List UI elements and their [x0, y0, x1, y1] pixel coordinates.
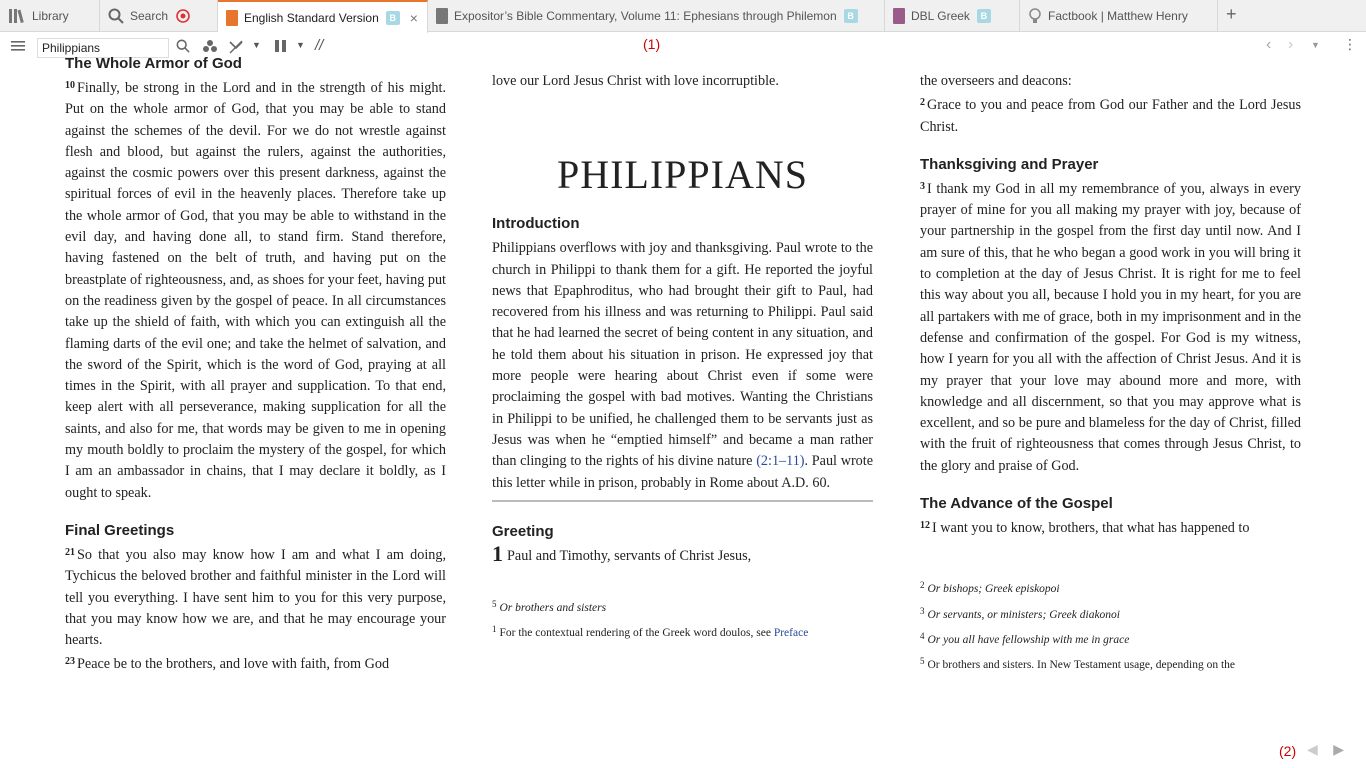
tab-esv[interactable]: English Standard Version B ×: [218, 0, 428, 33]
scripture-paragraph: $^{12}$ I want you to know, brothers, that what has happened to: [920, 520, 1250, 537]
footnote: $^3$ Or servants, or ministers; Greek diakonoi: [920, 605, 1120, 621]
verse-number[interactable]: 10: [65, 80, 75, 91]
tab-commentary[interactable]: Expositor’s Bible Commentary, Volume 11: Ephesians through Philemon B: [428, 0, 885, 32]
commentary-book-icon: [436, 8, 448, 24]
verse-number[interactable]: 21: [65, 546, 75, 558]
library-icon: [8, 8, 26, 24]
add-tab-button[interactable]: +: [1226, 4, 1237, 24]
search-icon: [108, 8, 124, 24]
back-icon[interactable]: ‹: [1266, 36, 1272, 53]
scripture-paragraph: $^{23}$ Peace be to the brothers, and love with faith, from God: [65, 656, 390, 673]
more-options-icon[interactable]: ⋮: [1343, 36, 1357, 52]
tab-bar: [0, 0, 1366, 32]
section-heading: Final Greetings: [65, 521, 175, 539]
section-heading: Greeting: [492, 522, 554, 540]
chevron-down-icon[interactable]: ▼: [1311, 40, 1320, 50]
tab-badge: B: [844, 9, 858, 23]
scripture-paragraph: love our Lord Jesus Christ with love incorruptible.: [492, 73, 779, 89]
text-column-3: [920, 64, 1301, 708]
chapter-number[interactable]: 1: [492, 540, 503, 566]
section-heading: Introduction: [492, 215, 580, 233]
bible-book-icon: [226, 10, 238, 26]
previous-page-icon[interactable]: ◀: [1307, 743, 1318, 758]
parallel-icon[interactable]: //: [315, 37, 324, 54]
record-icon: [176, 9, 190, 23]
lexicon-book-icon: [893, 8, 905, 24]
verse-number[interactable]: 12: [920, 520, 930, 532]
footnote: $^1$ For the contextual rendering of the Greek word doulos, see Preface: [492, 624, 809, 640]
lightbulb-icon: [1028, 8, 1042, 24]
footnote: $^5$ Or brothers and sisters. In New Testament usage, depending on the: [920, 656, 1235, 672]
text-column-1: [65, 55, 446, 708]
next-page-icon[interactable]: ▶: [1333, 743, 1345, 758]
book-title: PHILIPPIANS: [556, 152, 809, 198]
forward-icon[interactable]: ›: [1288, 36, 1294, 53]
page-navigation: [1307, 742, 1344, 759]
tab-dbl-greek[interactable]: DBL Greek B: [885, 0, 1020, 32]
tab-badge: B: [386, 11, 400, 25]
verse-number[interactable]: 23: [65, 656, 75, 668]
divider: [492, 500, 873, 502]
menu-icon[interactable]: [11, 39, 25, 56]
section-heading: Thanksgiving and Prayer: [920, 155, 1099, 173]
scripture-reference-link[interactable]: (2:1–11): [756, 453, 805, 470]
chevron-down-icon[interactable]: ▼: [296, 40, 305, 50]
introduction-paragraph: Philippians overflows with joy and thanksgiving. Paul wrote to the church in Philippi to thank them for a gift. He reported the joyful news that Epaphroditus, who had brought their gift to Paul, had recovered from his illness and was returning to Philippi. Paul said that he had learned the secret of being content in any situation, and he told them about his situation in prison. He expressed joy that more people were hearing about Christ even if some were proclaiming the gospel with bad motives. Wanting the Christians in Philippi to be unified, he challenged them to be servants just as Jesus was when he “emptied himself” and became a man rather than clinging to the rights of his divine nature (2:1–11). Paul wrote this letter while in prison, probably in Rome about A.D. 60.: [492, 240, 873, 491]
verse-number[interactable]: 2: [920, 97, 925, 109]
tab-factbook[interactable]: Factbook | Matthew Henry: [1020, 0, 1218, 32]
scripture-paragraph: $^{21}$ So that you also may know how I am and what I am doing, Tychicus the beloved brother and faithful minister in the Lord will tell you everything. I have sent him to you for this very purpose, that you may know how we are, and that he may encourage your hearts.: [65, 546, 446, 649]
chevron-down-icon[interactable]: ▼: [252, 40, 261, 50]
footnote: $^4$ Or you all have fellowship with me in grace: [920, 630, 1130, 646]
close-icon[interactable]: ×: [409, 9, 418, 26]
annotation-marker: (1): [643, 36, 661, 52]
text-column-2: [492, 64, 873, 708]
verse-number[interactable]: 3: [920, 180, 925, 192]
preface-link[interactable]: Preface: [773, 627, 809, 640]
tab-search[interactable]: Search: [100, 0, 218, 32]
tab-library[interactable]: Library: [0, 0, 100, 32]
scripture-paragraph: $^3$ I thank my God in all my remembrance of you, always in every prayer of mine for you all making my prayer with joy, because of your partnership in the gospel from the first day until now. And I am sure of this, that he who began a good work in you will bring it to completion at the day of Jesus Christ. It is right for me to feel this way about you all, because I hold you in my heart, for you are all partakers with me of grace, both in my imprisonment and in the defense and confirmation of the gospel. For God is my witness, how I yearn for you all with the affection of Christ Jesus. And it is my prayer that your love may abound more and more, with knowledge and all discernment, so that you may approve what is excellent, and so be pure and blameless for the day of Christ, filled with the fruit of righteousness that comes through Jesus Christ, to the glory and praise of God.: [920, 180, 1301, 474]
tab-badge: B: [977, 9, 991, 23]
footnote: $^2$ Or bishops; Greek episkopoi: [920, 580, 1060, 596]
scripture-paragraph: 1 Paul and Timothy, servants of Christ Jesus,: [492, 540, 752, 566]
scripture-paragraph: $^{10}$ Finally, be strong in the Lord and in the strength of his might. Put on the whole armor of God, that you may be able to stand against the schemes of the devil. For we do not wrestle against flesh and blood, but against the rulers, against the authorities, against the cosmic powers over this present darkness, against the spiritual forces of evil in the heavenly places. Therefore take up the whole armor of God, that you may be able to withstand in the evil day, and having done all, to stand firm. Stand therefore, having fastened on the belt of truth, and having put on the breastplate of righteousness, and, as shoes for your feet, having put on the readiness given by the gospel of peace. In all circumstances take up the shield of faith, with which you can extinguish all the flaming darts of the evil one; and take the helmet of salvation, and the sword of the Spirit, which is the word of God, praying at all times in the Spirit, with all prayer and supplication. To that end, keep alert with all perseverance, making supplication for all the saints, and also for me, that words may be given to me in opening my mouth boldly to proclaim the mystery of the gospel, for which I am an ambassador in chains, that I may declare it boldly, as I ought to speak.: [65, 80, 446, 501]
scripture-paragraph: the overseers and deacons:: [920, 73, 1072, 89]
section-heading: The Whole Armor of God: [65, 55, 242, 72]
footnote: $^5$ Or brothers and sisters: [492, 599, 607, 615]
section-heading: The Advance of the Gospel: [920, 495, 1113, 513]
annotation-marker: (2): [1279, 743, 1297, 759]
scripture-paragraph: $^2$ Grace to you and peace from God our Father and the Lord Jesus Christ.: [920, 97, 1301, 135]
